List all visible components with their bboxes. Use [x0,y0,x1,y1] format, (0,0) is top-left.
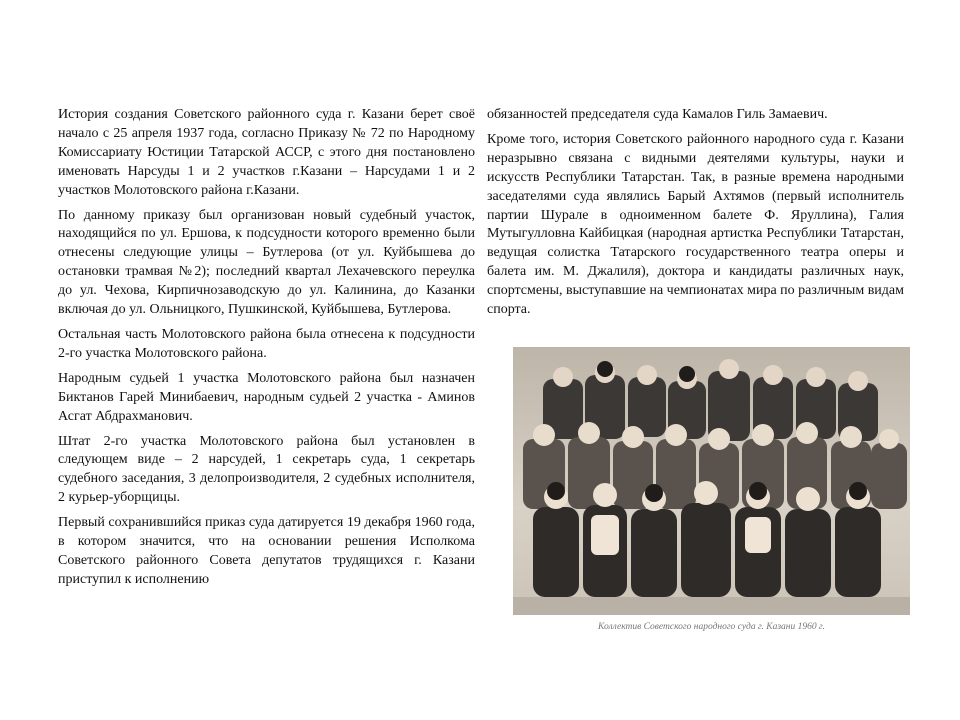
paragraph: обязанностей председателя суда Камалов Гиль Замаевич. [487,107,828,122]
paragraph: Остальная часть Молотовского района была отнесена к подсудности 2-го участка Молотовского района. [58,326,475,361]
right-text-column [487,106,904,326]
group-photo [513,347,910,615]
photo-caption: Коллектив Советского народного суда г. Казани 1960 г. [598,622,825,632]
paragraph: По данному приказу был организован новый судебный участок, находящийся по ул. Ершова, к подсудности которого временно были отнесены следующие улицы – Бутлерова (от ул. Куйбышева до остановки трамвая №2); последний квартал Лехачевского переулка до ул. Чехова, Кирпичнозаводскую до ул. Калинина, до Казанки включая до ул. Ольницкого, Пушкинской, Куйбышева, Бутлерова. [58,207,475,318]
paragraph: Первый сохранившийся приказ суда датируется 19 декабря 1960 года, в котором значится, что на основании решения Исполкома Советского районного Совета депутатов трудящихся г. Казани приступил к исполнению [58,515,475,587]
paragraph: Народным судьей 1 участка Молотовского района был назначен Биктанов Гарей Минибаевич, народным судьей 2 участка - Аминов Асгат Абдрахманович. [58,370,475,424]
paragraph: Штат 2-го участка Молотовского района был установлен в следующем виде – 2 нарсудей, 1 секретарь суда, 1 секретарь судебного заседания, 3 делопроизводителя, 2 судебных исполнителя, 2 курьер-уборщицы. [58,433,475,506]
paragraph: История создания Советского районного суда г. Казани берет своё начало с 25 апреля 1937 года, согласно Приказу № 72 по Народному Комиссариату Юстиции Татарской АССР, с этого дня постановлено именовать Нарсуды 1 и 2 участков г.Казани – Нарсудами 1 и 2 участков Молотовского района г.Казани. [58,107,475,198]
left-text-column [58,106,475,596]
paragraph: Кроме того, история Советского районного народного суда г. Казани неразрывно связана с видными деятелями культуры, науки и искусств Республики Татарстан. Так, в разные времена народными заседателями суда являлись Барый Ахтямов (первый исполнитель партии Шурале в одноименном балете Ф. Яруллина), Галия Мутыгулловна Кайбицкая (народная артистка Республики Татарстан, ведущая солистка Татарского государственного театра оперы и балета им. М. Джалиля), доктора и кандидаты различных наук, спортсмены, выступавшие на чемпионатах мира по различным видам спорта. [487,131,904,318]
